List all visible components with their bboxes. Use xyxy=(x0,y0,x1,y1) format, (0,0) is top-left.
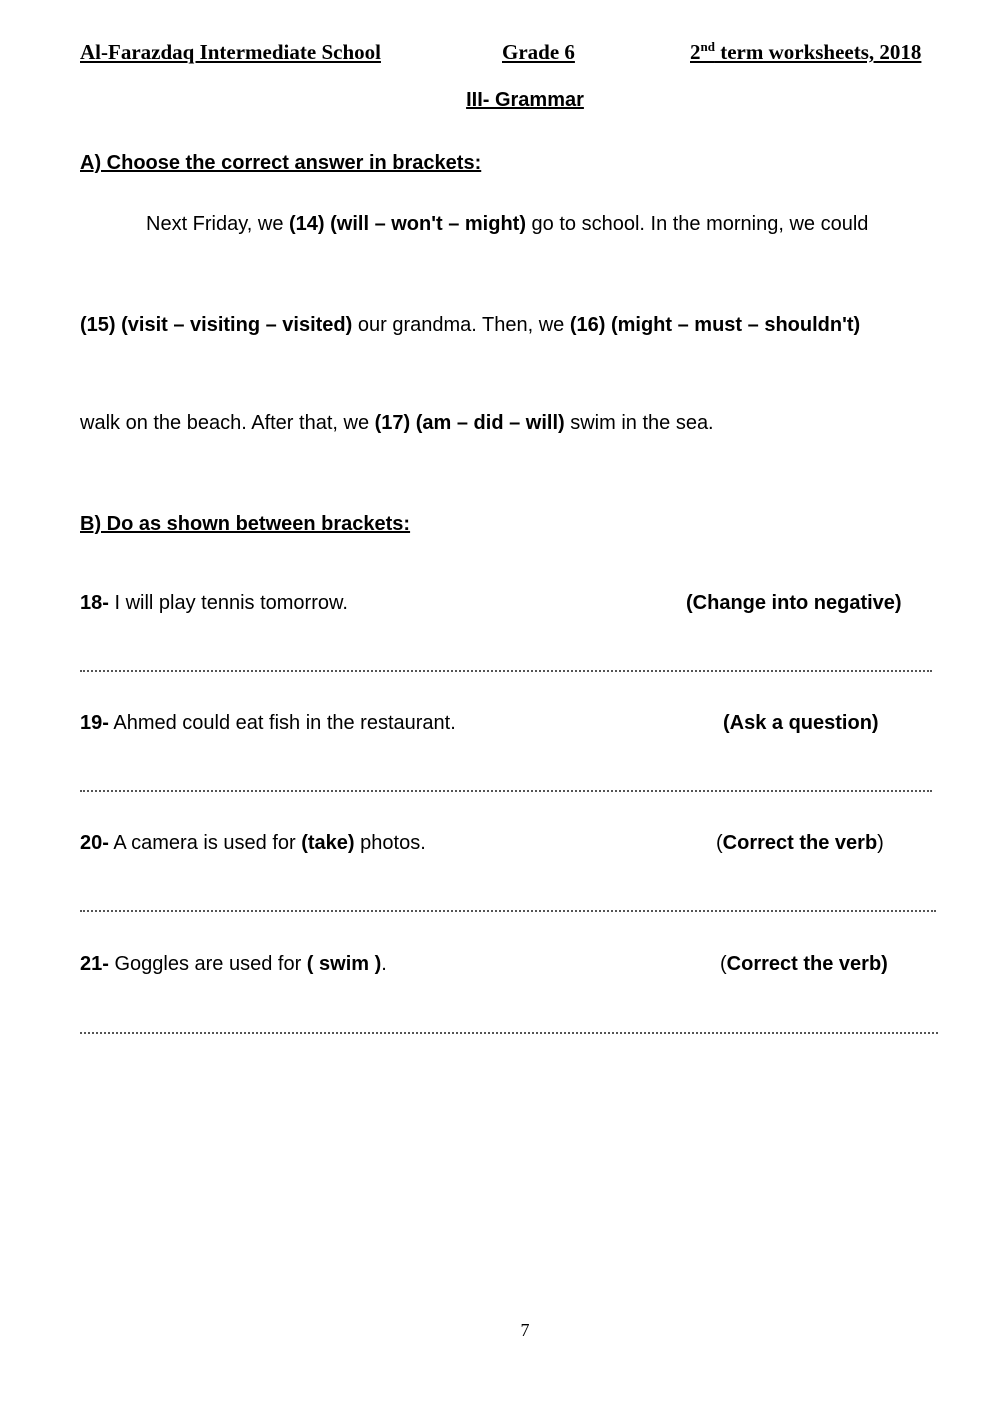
page-title: III- Grammar xyxy=(466,89,584,111)
verb-to-correct: ( swim ) xyxy=(306,953,382,975)
question-number: 18- xyxy=(80,592,109,614)
passage-line-1 xyxy=(146,213,868,236)
question-number: 20- xyxy=(80,832,109,854)
question-14: (14) (will – won't – might) xyxy=(289,213,526,235)
term-label xyxy=(690,40,921,65)
passage-text: Next Friday, we xyxy=(146,213,289,235)
passage-line-3 xyxy=(80,412,714,435)
question-16: (16) (might – must – shouldn't) xyxy=(569,314,861,336)
question-text: Ahmed could eat fish in the restaurant. xyxy=(108,712,456,734)
instruction-text: Correct the verb xyxy=(722,832,878,854)
question-number: 21- xyxy=(80,953,109,975)
question-17: (17) (am – did – will) xyxy=(374,412,565,434)
question-15: (15) (visit – visiting – visited) xyxy=(80,314,353,336)
instruction-20 xyxy=(716,832,884,855)
question-19 xyxy=(80,712,456,735)
question-18 xyxy=(80,592,348,615)
passage-text: our grandma. Then, we xyxy=(352,314,570,336)
answer-line-20[interactable] xyxy=(80,908,936,912)
question-text: A camera is used for xyxy=(108,832,302,854)
page-number: 7 xyxy=(520,1320,530,1340)
term-ordinal: nd xyxy=(700,39,715,54)
verb-to-correct: (take) xyxy=(301,832,355,854)
passage-line-2 xyxy=(80,314,860,337)
grade-label: Grade 6 xyxy=(502,40,575,64)
question-number: 19- xyxy=(80,712,109,734)
term-text: term worksheets, 2018 xyxy=(714,40,922,64)
passage-text: swim in the sea. xyxy=(564,412,714,434)
passage-text: go to school. In the morning, we could xyxy=(525,213,869,235)
term-number: 2 xyxy=(690,40,701,64)
question-text: . xyxy=(381,953,387,975)
question-text: photos. xyxy=(354,832,426,854)
instruction-paren: ) xyxy=(877,832,884,854)
instruction-19: (Ask a question) xyxy=(723,712,879,734)
question-text: I will play tennis tomorrow. xyxy=(108,592,348,614)
answer-line-18[interactable] xyxy=(80,668,932,672)
answer-line-21[interactable] xyxy=(80,1030,938,1034)
answer-line-19[interactable] xyxy=(80,788,932,792)
section-b-heading: B) Do as shown between brackets: xyxy=(80,513,411,535)
instruction-paren: ( xyxy=(720,953,727,975)
school-name: Al-Farazdaq Intermediate School xyxy=(80,40,381,64)
question-21 xyxy=(80,953,387,976)
question-20 xyxy=(80,832,426,855)
passage-text: walk on the beach. After that, we xyxy=(80,412,375,434)
instruction-text: Correct the verb) xyxy=(726,953,888,975)
question-text: Goggles are used for xyxy=(108,953,307,975)
instruction-18: (Change into negative) xyxy=(686,592,902,614)
instruction-21 xyxy=(720,953,888,976)
section-a-heading: A) Choose the correct answer in brackets: xyxy=(80,152,482,174)
instruction-paren: ( xyxy=(716,832,723,854)
